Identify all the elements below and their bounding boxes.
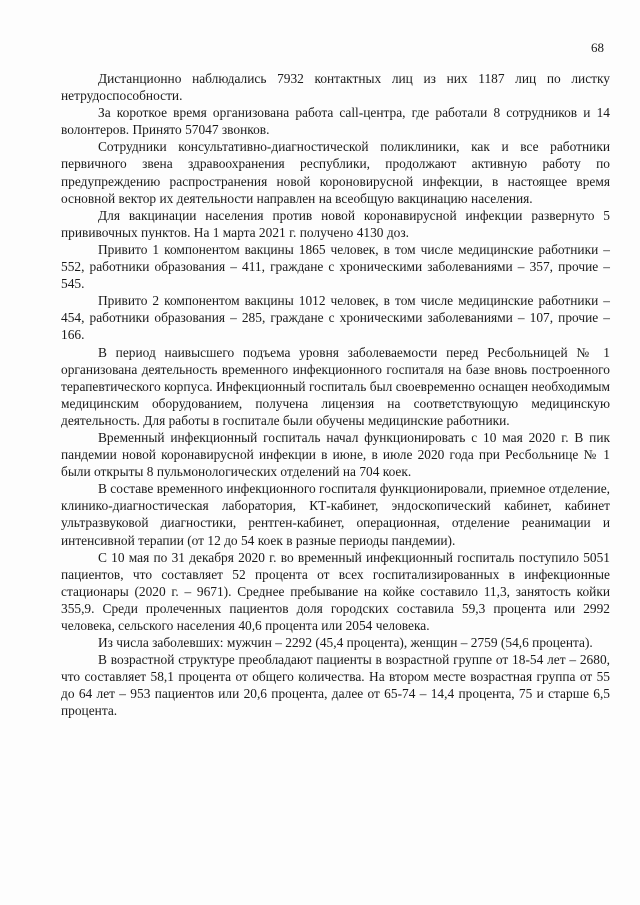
paragraph-remote-monitoring: Дистанционно наблюдались 7932 контактных лиц из них 1187 лиц по листку нетрудоспособности. [61, 71, 610, 104]
paragraph-polyclinic-staff: Сотрудники консультативно-диагностической поликлиники, как и все работники первичного звена здравоохранения республики, продолжают активную работу по предупреждению распространения новой короновирусной инфекции, в настоящее время основной вектор их деятельности направлен на всеобщую вакцинацию населения. [61, 139, 610, 206]
paragraph-vaccination-points: Для вакцинации населения против новой коронавирусной инфекции развернуто 5 прививочных пунктов. На 1 марта 2021 г. получено 4130 доз. [61, 207, 610, 240]
paragraph-hospital-start: Временный инфекционный госпиталь начал функционировать с 10 мая 2020 г. В пик пандемии новой коронавирусной инфекции в июне, в июле 2020 года при Ресбольнице № 1 были открыты 8 пульмонологических отделений на 704 коек. [61, 429, 610, 480]
paragraph-first-component: Привито 1 компонентом вакцины 1865 человек, в том числе медицинские работники – 552, работники образования – 411, граждане с хроническими заболеваниями – 357, прочие – 545. [61, 241, 610, 292]
page-number: 68 [591, 40, 604, 55]
paragraph-temporary-hospital: В период наивысшего подъема уровня заболеваемости перед Ресбольницей № 1 организована деятельность временного инфекционного госпиталя на базе вновь построенного терапевтического корпуса. Инфекционный госпиталь был своевременно оснащен необходимым медицинским оборудованием, получена лицензия на соответствующую медицинскую деятельность. Для работы в госпитале были обучены медицинские работники. [61, 344, 610, 428]
paragraph-admissions: С 10 мая по 31 декабря 2020 г. во временный инфекционный госпиталь поступило 5051 пациентов, что составляет 52 процента от всех госпитализированных в инфекционные стационары (2020 г. – 9671). Среднее пребывание на койке составило 11,3, занятость койки 355,9. Среди пролеченных пациентов доля городских составила 59,3 процента или 2992 человека, сельского населения 40,6 процента или 2054 человека. [61, 549, 610, 633]
paragraph-call-center: За короткое время организована работа call-центра, где работали 8 сотрудников и 14 волонтеров. Принято 57047 звонков. [61, 105, 610, 138]
paragraph-gender-split: Из числа заболевших: мужчин – 2292 (45,4 процента), женщин – 2759 (54,6 процента). [98, 635, 593, 651]
paragraph-hospital-structure: В составе временного инфекционного госпиталя функционировали, приемное отделение, клинико-диагностическая лаборатория, КТ-кабинет, эндоскопический кабинет, кабинет ультразвуковой диагностики, рентген-кабинет, операционная, отделение реанимации и интенсивной терапии (от 12 до 54 коек в разные периоды пандемии). [61, 481, 610, 548]
document-body [61, 70, 610, 720]
paragraph-second-component: Привито 2 компонентом вакцины 1012 человек, в том числе медицинские работники – 454, работники образования – 285, граждане с хроническими заболеваниями – 107, прочие – 166. [61, 293, 610, 343]
paragraph-age-structure: В возрастной структуре преобладают пациенты в возрастной группе от 18-54 лет – 2680, что составляет 58,1 процента от общего количества. На втором месте возрастная группа от 55 до 64 лет – 953 пациентов или 20,6 процента, далее от 65-74 – 14,4 процента, 75 и старше 6,5 процента. [61, 652, 610, 719]
